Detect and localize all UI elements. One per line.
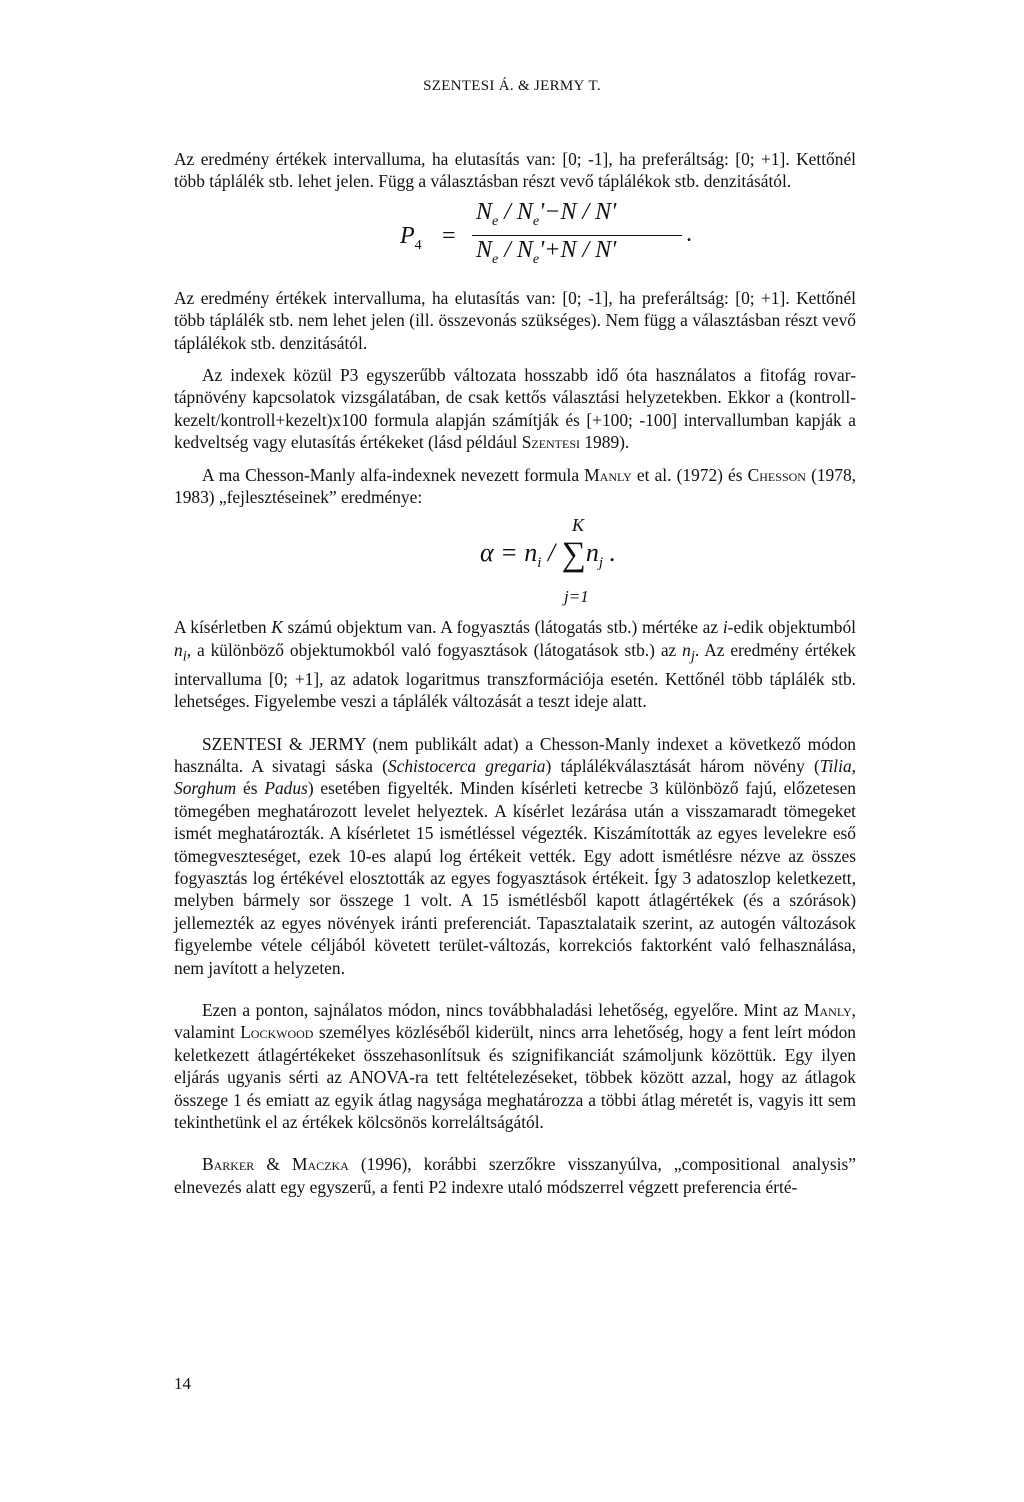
- formula-p4-fraction-bar: [472, 235, 682, 236]
- paragraph-4: A ma Chesson-Manly alfa-indexnek nevezett formula Manly et al. (1972) és Chesson (1978, 1983) „fejlesztéseinek” eredménye:: [174, 464, 856, 508]
- paragraph-6: SZENTESI & JERMY (nem publikált adat) a Chesson-Manly indexet a következő módon használta. A sivatagi sáska (Schistocerca gregaria) táplálékválasztását három növény (Tilia, Sorghum és Padus) esetében figyelték. Minden kísérleti ketrecbe 3 különböző fajú, előzetesen tömegében meghatározott levelet helyeztek. A kísérlet lezárása után a visszamaradt tömegeket ismét meghatározták. A kísérletet 15 ismétléssel végezték. Kiszámították az egyes levelekre eső tömegveszteséget, ezek 10-es alapú log értékeit vették. Egy adott ismétlésre nézve az összes fogyasztás log értékével elosztották az egyes fogyasztások értékeit. Így 3 adatoszlop keletkezett, melyben bármely sor összege 1 volt. A 15 ismétlésből kapott átlagértékek (és a szórások) jellemezték az egyes növények iránti preferenciát. Tapasztalataik szerint, az autogén változások figyelembe vétele céljából követett terület-változás, korrekciós faktorként való felhasználása, nem javított a helyzeten.: [174, 733, 857, 978]
- paragraph-5: A kísérletben K számú objektum van. A fogyasztás (látogatás stb.) mértéke az i-edik objektumból $n_i$, a különböző objektumokból való fogyasztások (látogatások stb.) az $n_j$. Az eredmény értékek intervalluma [0; +1], az adatok logaritmus transzformációja esetén. Kettőnél több táplálék stb. lehetséges. Figyelembe veszi a táplálék változását a teszt ideje alatt.: [174, 617, 856, 712]
- formula-alpha: [174, 514, 856, 614]
- page-number: 14: [174, 1374, 191, 1393]
- running-head: [0, 78, 1024, 95]
- main-text: [174, 148, 856, 1198]
- paragraph-2: Az eredmény értékek intervalluma, ha elutasítás van: [0; -1], ha preferáltság: [0; +1]. Kettőnél több táplálék stb. nem lehet jelen (ill. összevonás szükséges). Nem függ a választásban részt vevő táplálékok stb. denzitásától.: [174, 287, 856, 353]
- formula-p4-lhs: $P_4$: [400, 222, 422, 253]
- formula-alpha-lower-limit: j=1: [564, 587, 589, 607]
- paragraph-1: Az eredmény értékek intervalluma, ha elutasítás van: [0; -1], ha preferáltság: [0; +1]. Kettőnél több táplálék stb. lehet jelen. Függ a választásban részt vevő táplálékok stb. denzitásától.: [174, 149, 856, 192]
- formula-p4-denominator: $N_e / N_e'+N / N'$: [476, 236, 617, 267]
- formula-p4: [174, 198, 856, 283]
- paragraph-8: Barker & Maczka (1996), korábbi szerzőkre visszanyúlva, „compositional analysis” elnevezés alatt egy egyszerű, a fenti P2 indexre utaló módszerrel végzett preferencia érté-: [174, 1154, 856, 1197]
- running-head-author1: SZENTESI: [423, 78, 495, 94]
- running-head-initial1: Á. &: [498, 78, 530, 94]
- formula-p4-period: .: [686, 220, 692, 247]
- formula-p4-numerator: $N_e / N_e'-N / N'$: [476, 198, 617, 229]
- paragraph-3: Az indexek közül P3 egyszerűbb változata hosszabb idő óta használatos a fitofág rovar-tápnövény kapcsolatok vizsgálatában, de csak kettős választási helyzetekben. Ekkor a (kontroll-kezelt/kontroll+kezelt)x100 formula alapján számítják és [+100; -100] intervallumban kapják a kedveltség vagy elutasítás értékeket (lásd például Szentesi 1989).: [174, 365, 856, 453]
- formula-p4-equals: =: [442, 222, 456, 249]
- paragraph-7: Ezen a ponton, sajnálatos módon, nincs továbbhaladási lehetőség, egyelőre. Mint az Manly, valamint Lockwood személyes közléséből kiderült, nincs arra lehetőség, hogy a fent leírt módon keletkezett átlagértékeket összehasonlítsuk és szignifikanciát számoljunk közöttük. Egy ilyen eljárás ugyanis sérti az ANOVA-ra tett feltételezéseket, többek között azzal, hogy az átlagok összege 1 és emiatt az egyik átlag nagysága meghatározza a többi átlag méretét is, vagyis itt sem tekinthetünk el az értékek kölcsönös korreláltságától.: [174, 1000, 856, 1133]
- running-head-initial2: T.: [588, 78, 601, 94]
- running-head-author2: JERMY: [534, 78, 585, 94]
- formula-alpha-upper-limit: K: [572, 515, 585, 536]
- formula-alpha-main: $\alpha = n_i / \sum n_j$ .: [480, 536, 617, 574]
